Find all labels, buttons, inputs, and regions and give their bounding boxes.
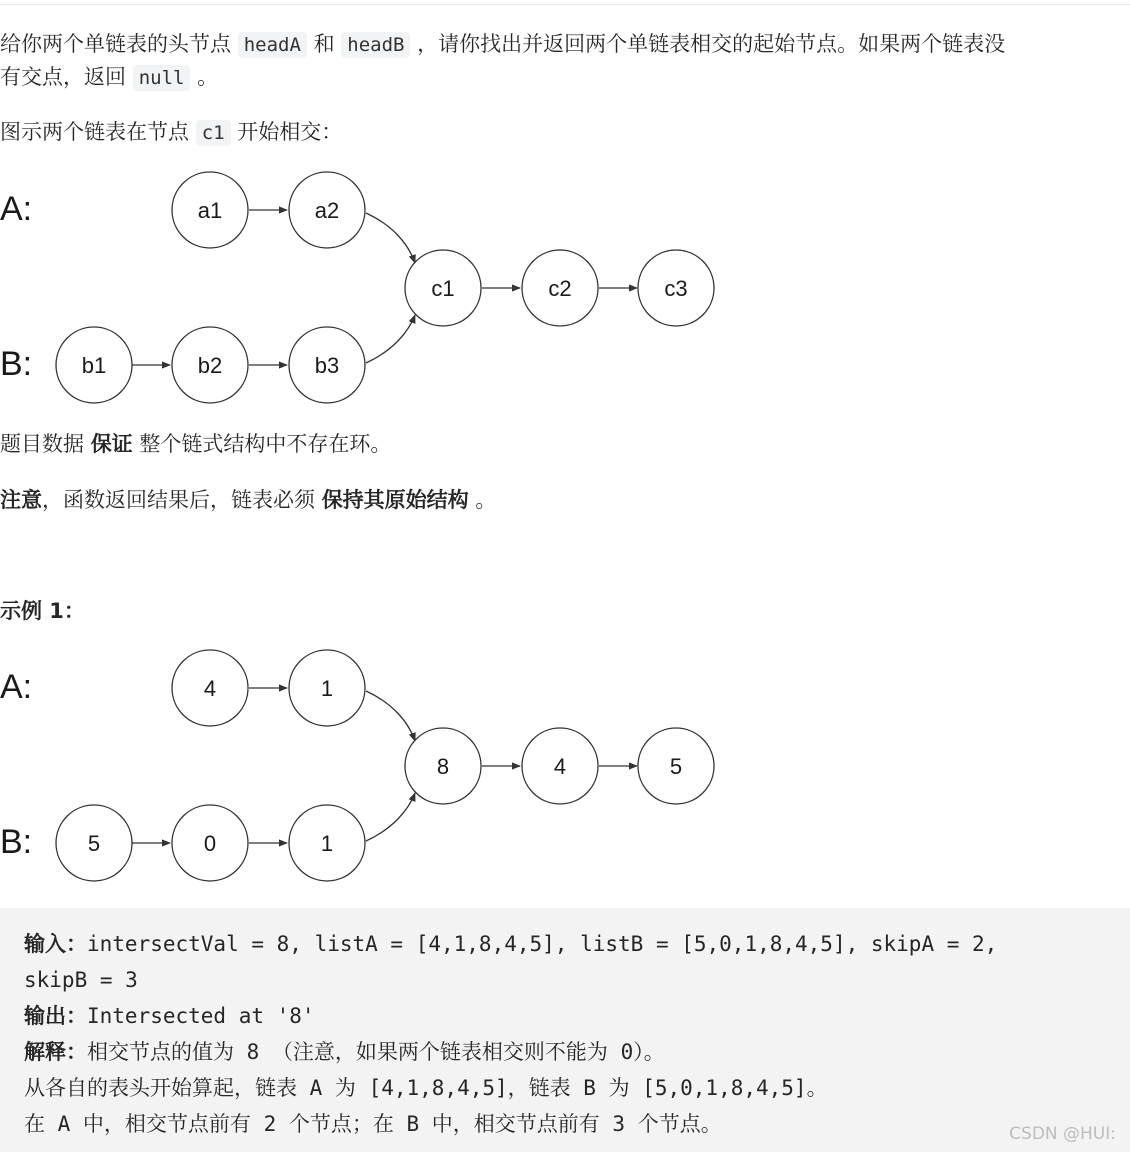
edge-arrow <box>366 691 415 741</box>
example-heading: 示例 1： <box>0 599 85 623</box>
note-emphasis: 保证 <box>90 432 133 456</box>
svg-text:4: 4 <box>203 676 217 701</box>
edge-arrow <box>366 213 415 263</box>
top-divider <box>0 4 1130 5</box>
note-text: 整个链式结构中不存在环。 <box>132 432 392 456</box>
note-emphasis: 保持其原始结构 <box>321 488 469 512</box>
intro-text: 给你两个单链表的头节点 <box>0 32 238 56</box>
node-shared-1 <box>522 728 598 804</box>
node-b2 <box>172 327 248 403</box>
note-text: 。 <box>468 488 497 512</box>
code-null: null <box>133 65 191 91</box>
node-b3 <box>289 327 365 403</box>
guarantee-note <box>0 427 391 461</box>
intro-text: ，请你找出并返回两个单链表相交的起始节点。如果两个链表没 <box>410 32 1006 56</box>
explain-line <box>24 1070 1130 1106</box>
output-value: Intersected at '8' <box>87 1004 315 1028</box>
node-b-2 <box>289 805 365 881</box>
explain-text: 从各自的表头开始算起，链表 A 为 [4,1,8,4,5]，链表 B 为 [5,0,1,8,4,5]。 <box>24 1076 828 1100</box>
list-a-label: A: <box>0 668 33 706</box>
explain-line <box>24 1034 1130 1070</box>
code-c1: c1 <box>196 120 231 146</box>
svg-text:8: 8 <box>436 754 450 779</box>
node-c3 <box>638 250 714 326</box>
input-line <box>24 926 1130 962</box>
code-headA: headA <box>238 32 307 58</box>
note-emphasis: 注意 <box>0 488 42 512</box>
caption-text: 开始相交： <box>230 120 343 144</box>
input-line-cont <box>24 962 1130 998</box>
edge-arrow <box>366 793 415 841</box>
explain-text: 相交节点的值为 8 （注意，如果两个链表相交则不能为 0）。 <box>87 1040 665 1064</box>
linked-list-diagram-example <box>0 643 740 893</box>
explain-text: 在 A 中，相交节点前有 2 个节点；在 B 中，相交节点前有 3 个节点。 <box>24 1112 722 1136</box>
node-shared-0 <box>405 728 481 804</box>
svg-text:5: 5 <box>669 754 683 779</box>
svg-text:1: 1 <box>320 831 334 856</box>
node-c1 <box>405 250 481 326</box>
intro-line-1 <box>0 27 1005 62</box>
intro-text: 和 <box>306 32 342 56</box>
node-a1 <box>172 172 248 248</box>
svg-text:c1: c1 <box>431 276 455 301</box>
code-headB: headB <box>341 32 410 58</box>
svg-text:b3: b3 <box>314 353 340 378</box>
svg-text:0: 0 <box>203 831 217 856</box>
node-shared-2 <box>638 728 714 804</box>
figure-caption <box>0 115 342 150</box>
node-a2 <box>289 172 365 248</box>
edge-arrow <box>366 315 415 363</box>
list-a-label: A: <box>0 190 33 228</box>
watermark: CSDN @HUI: <box>1009 1124 1116 1144</box>
svg-text:4: 4 <box>553 754 567 779</box>
node-a-1 <box>289 650 365 726</box>
input-value: skipB = 3 <box>24 968 138 992</box>
note-text: 题目数据 <box>0 432 91 456</box>
svg-text:b2: b2 <box>197 353 223 378</box>
svg-text:1: 1 <box>320 676 334 701</box>
intro-text: 有交点，返回 <box>0 65 133 89</box>
svg-text:a1: a1 <box>197 198 223 223</box>
explain-line <box>24 1106 1130 1142</box>
list-b-label: B: <box>0 345 33 383</box>
caution-note <box>0 483 496 517</box>
svg-text:b1: b1 <box>81 353 107 378</box>
node-c2 <box>522 250 598 326</box>
svg-text:c3: c3 <box>664 276 688 301</box>
output-label: 输出： <box>24 1004 87 1028</box>
list-b-label: B: <box>0 823 33 861</box>
svg-text:a2: a2 <box>314 198 340 223</box>
explain-label: 解释： <box>24 1040 87 1064</box>
node-b1 <box>56 327 132 403</box>
svg-text:c2: c2 <box>548 276 572 301</box>
intro-line-2 <box>0 60 218 95</box>
intro-text: 。 <box>190 65 219 89</box>
node-b-1 <box>172 805 248 881</box>
node-a-0 <box>172 650 248 726</box>
input-label: 输入： <box>24 932 87 956</box>
input-value: intersectVal = 8, listA = [4,1,8,4,5], listB = [5,0,1,8,4,5], skipA = 2, <box>87 932 998 956</box>
note-text: ，函数返回结果后，链表必须 <box>42 488 322 512</box>
caption-text: 图示两个链表在节点 <box>0 120 196 144</box>
output-line <box>24 998 1130 1034</box>
node-b-0 <box>56 805 132 881</box>
example-code-block <box>0 908 1130 1152</box>
linked-list-diagram-1 <box>0 165 740 415</box>
svg-text:5: 5 <box>87 831 101 856</box>
